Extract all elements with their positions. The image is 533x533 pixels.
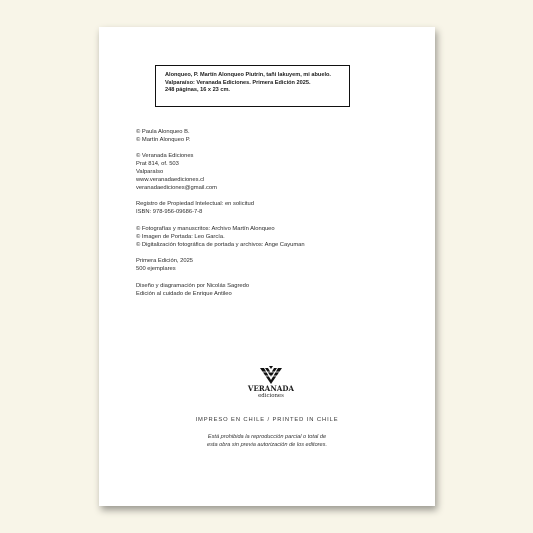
cip-record-box [155, 65, 350, 107]
image-credits [136, 225, 305, 249]
authors-copyright [136, 128, 190, 144]
edition-info [136, 257, 193, 273]
publisher-email: veranadaediciones@gmail.com [136, 185, 217, 191]
book-page [99, 27, 435, 506]
author-line: © Martín Alonqueo P. [136, 137, 191, 143]
reproduction-notice [99, 433, 435, 449]
edition-line: Primera Edición, 2025 [136, 258, 194, 264]
author-line: © Paula Alonqueo B. [136, 129, 190, 135]
legal-line-2: esta obra sin previa autorización de los editores. [206, 442, 328, 449]
design-credits [136, 282, 249, 298]
printed-in-chile: IMPRESO EN CHILE / PRINTED IN CHILE [195, 417, 339, 423]
cip-line-3: 248 páginas, 16 x 23 cm. [165, 87, 230, 94]
logo-wordmark: VERANADA [247, 384, 295, 393]
cip-line-1: Alonqueo, P. Martín Alonqueo Piutrín, tañi lakuyem, mi abuelo. [165, 72, 331, 78]
logo-subtitle: ediciones [258, 393, 284, 399]
publisher-info [136, 152, 217, 192]
publisher-line: Prat 814, of. 503 [136, 161, 179, 167]
credit-line: © Imagen de Portada: Leo García. [136, 234, 225, 240]
registry-info [136, 200, 254, 216]
publisher-line: Valparaíso [136, 169, 164, 175]
cip-line-2: Valparaíso: Veranada Ediciones. Primera Edición 2025. [165, 79, 311, 86]
mountain-logo-icon [260, 366, 282, 384]
legal-line-1: Está prohibida la reproducción parcial o total de [207, 434, 327, 440]
editing-line: Edición al cuidado de Enrique Antileo [136, 291, 232, 297]
publisher-line: © Veranada Ediciones [136, 153, 194, 159]
publisher-logo [239, 366, 303, 399]
credit-line: © Fotografías y manuscritos: Archivo Martín Alonqueo [136, 226, 275, 232]
print-run-line: 500 ejemplares [136, 266, 176, 272]
isbn-line: ISBN: 978-956-09686-7-8 [136, 209, 203, 215]
publisher-website: www.veranadaediciones.cl [136, 177, 205, 183]
design-line: Diseño y diagramación por Nicolás Sagredo [136, 283, 250, 289]
credit-line: © Digitalización fotográfica de portada y archivos: Ange Cayuman [136, 242, 305, 248]
registry-line: Registro de Propiedad Intelectual: en solicitud [136, 201, 254, 207]
